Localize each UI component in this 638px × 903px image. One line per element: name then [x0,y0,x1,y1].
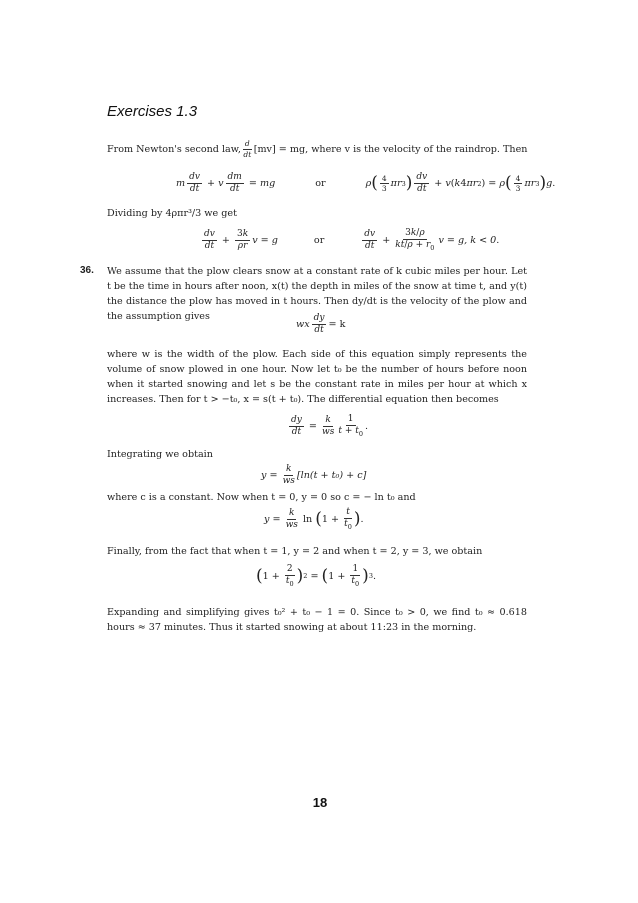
page-number: 18 [312,795,328,810]
equation-final: ( 1 + 2 $t_0$ ) 2 = ( 1 + 1 $t_0$ ) 3 . [256,564,377,588]
equation-divided: dv dt + 3k ρr v = g or dv dt + 3k/ρ $kt/\rho + r_0$ v = g, k < 0. [204,228,500,252]
conclusion-paragraph: Expanding and simplifying gives t₀² + t₀ − 1 = 0. Since t₀ > 0, we find t₀ ≈ 0.618 hours ≈ 37 minutes. Thus it started snowing at about 11:23 in the morning. [107,607,527,633]
or-word: or [315,178,326,189]
equation-plow-rhs: = k [328,319,346,330]
dividing-text: Dividing by 4ρπr³/3 we get [107,208,237,219]
intro-text-a: From Newton's second law, [107,143,241,155]
intro-text-b: where v is the velocity of the raindrop. Then [311,143,528,155]
section-title: Exercises 1.3 [107,103,198,120]
or-word-2: or [313,234,325,246]
paragraph-2: where w is the width of the plow. Each side of this equation simply represents the volume of snow plowed in one hour. Now let t₀ be the number of hours before noon when it started snowing and let s be the constant rate in miles per hour at which x increases. Then for t > −t₀, x = s(t + t₀). The differential equation then becomes [107,349,527,405]
equation-plow: wx $\frac{dy}{dt}$ = k [296,313,346,335]
ddt-fraction: d dt [243,139,252,159]
integrated-rest: [ln(t + t₀) + c] [296,470,367,481]
equation-then: m dv dt + v dm dt = mg or ρ ( 4 3 πr 3 ) dv dt + v ( k 4 πr 2 ) = ρ ( 4 3 πr 3 ) g . [176,172,556,194]
law-equation: [mv] = mg, [253,143,309,155]
equation-solution: y = k ws ln ( 1 + t $t_0$ ) . [264,507,364,531]
equation-differential: dy dt = k ws 1 $t + t_0$ . [291,414,369,438]
paragraph-1: We assume that the plow clears snow at a constant rate of k cubic miles per hour. Let t be the time in hours after noon, x(t) the depth in miles of the snow at time t, and y(t) the distance the plow has moved in t hours. Then dy/dt is the velocity of the plow and the assumption gives [107,266,527,322]
intro-line [107,140,527,158]
where-c-text: where c is a constant. Now when t = 0, y = 0 so c = − ln t₀ and [107,492,416,503]
divided-condition: v = g, k < 0. [438,234,500,246]
problem-number: 36. [80,265,94,276]
equation-integrated: y = k ws [ln(t + t₀) + c] [261,464,367,486]
finally-text: Finally, from the fact that when t = 1, y = 2 and when t = 2, y = 3, we obtain [107,546,483,557]
integrating-text: Integrating we obtain [107,449,213,460]
